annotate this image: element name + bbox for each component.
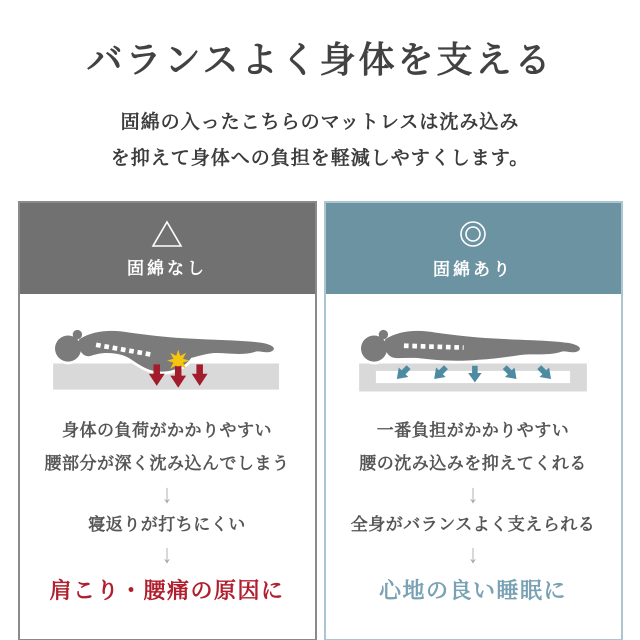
flow-down-arrow: ↓ <box>467 540 479 569</box>
panel-with-label: 固綿あり <box>433 259 513 279</box>
with-line-2: 腰の沈み込みを抑えてくれる <box>359 454 587 473</box>
panel-with-body <box>326 414 621 606</box>
without-result-text: 肩こり・腰痛の原因に <box>49 578 285 603</box>
without-line-2: 腰部分が深く沈み込んでしまう <box>44 454 290 473</box>
flow-down-arrow: ↓ <box>161 480 173 509</box>
supported-body-illustration <box>333 306 613 406</box>
without-line-1: 身体の負荷がかかりやすい <box>62 421 272 440</box>
panel-with-header <box>326 203 621 294</box>
triangle-icon <box>150 219 184 249</box>
flow-down-arrow: ↓ <box>467 480 479 509</box>
comparison-panels <box>0 201 640 640</box>
double-circle-icon <box>457 218 489 250</box>
panel-without-header <box>20 203 315 294</box>
with-line-3: 全身がバランスよく支えられる <box>350 515 596 534</box>
panel-with-firm-cotton <box>324 201 623 640</box>
pressure-arrows-down <box>149 364 208 387</box>
panel-without-label: 固綿なし <box>127 258 207 278</box>
subtitle-line-2: を抑えて身体への負担を軽減しやすくします。 <box>110 148 530 169</box>
panel-without-body <box>20 414 315 606</box>
sinking-body-illustration <box>27 306 307 406</box>
without-line-3: 寝返りが打ちにくい <box>88 515 246 534</box>
flow-down-arrow: ↓ <box>161 540 173 569</box>
page-subtitle <box>0 105 640 177</box>
subtitle-line-1: 固綿の入ったこちらのマットレスは沈み込み <box>120 112 520 133</box>
page-title: バランスよく身体を支える <box>86 40 554 80</box>
panel-without-firm-cotton <box>18 201 317 640</box>
with-line-1: 一番負担がかかりやすい <box>376 421 570 440</box>
with-result-text: 心地の良い睡眠に <box>378 578 567 603</box>
